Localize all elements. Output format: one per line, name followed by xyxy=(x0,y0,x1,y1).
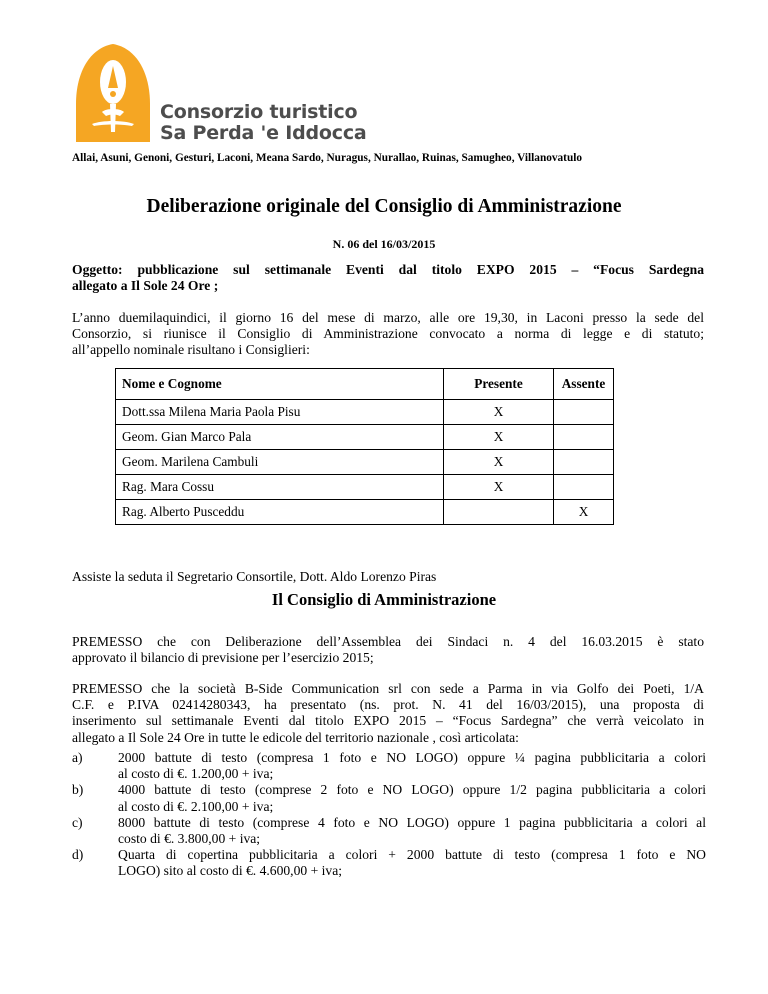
document-title: Deliberazione originale del Consiglio di Amministrazione xyxy=(146,196,622,217)
paragraph-line: PREMESSO che la società B-Side Communication srl con sede a Parma in via Golfo dei Poeti, 1/A xyxy=(72,681,704,696)
present-mark: X xyxy=(444,400,554,425)
present-mark: X xyxy=(444,425,554,450)
subject-line: allegato a Il Sole 24 Ore ; xyxy=(72,278,219,294)
paragraph-line: inserimento sul settimanale Eventi dal titolo EXPO 2015 – “Focus Sardegna” che verrà veicolato in xyxy=(72,713,704,729)
list-item xyxy=(72,750,706,782)
list-item-line: 4000 battute di testo (comprese 2 foto e NO LOGO) oppure 1/2 pagina pubblicitaria a colori xyxy=(118,782,706,798)
list-item-line: al costo di €. 1.200,00 + iva; xyxy=(118,766,274,782)
absent-mark xyxy=(554,425,614,450)
present-mark: X xyxy=(444,475,554,500)
premesso-paragraph-2 xyxy=(72,681,704,746)
table-row xyxy=(116,500,614,525)
intro-line: Consorzio, si riunisce il Consiglio di Amministrazione convocato a norma di legge e di statuto; xyxy=(72,326,704,342)
list-item-line: LOGO) sito al costo di €. 4.600,00 + iva; xyxy=(118,863,343,879)
paragraph-line: PREMESSO che con Deliberazione dell’Assemblea dei Sindaci n. 4 del 16.03.2015 è stato xyxy=(72,634,704,649)
absent-mark: X xyxy=(554,500,614,525)
absent-mark xyxy=(554,475,614,500)
list-item-line: Quarta di copertina pubblicitaria a colori + 2000 battute di testo (compresa 1 foto e NO xyxy=(118,847,706,863)
subject-line: Oggetto: pubblicazione sul settimanale Eventi dal titolo EXPO 2015 – “Focus Sardegna xyxy=(72,262,704,277)
list-item-line: 8000 battute di testo (comprese 4 foto e NO LOGO) oppure 1 pagina pubblicitaria a colori al xyxy=(118,814,706,830)
subject-paragraph xyxy=(72,262,704,294)
intro-line: L’anno duemilaquindici, il giorno 16 del mese di marzo, alle ore 19,30, in Laconi presso la sede del xyxy=(72,310,704,325)
member-name: Geom. Gian Marco Pala xyxy=(116,425,444,450)
list-item-line: 2000 battute di testo (compresa 1 foto e NO LOGO) oppure ¼ pagina pubblicitaria a colori xyxy=(118,750,706,765)
list-marker: b) xyxy=(72,782,84,798)
member-name: Geom. Marilena Cambuli xyxy=(116,450,444,475)
list-marker: a) xyxy=(72,750,83,765)
logo-wordmark xyxy=(160,102,367,144)
list-item-line: al costo di €. 2.100,00 + iva; xyxy=(118,798,274,814)
intro-paragraph xyxy=(72,310,704,359)
member-name: Rag. Alberto Pusceddu xyxy=(116,500,444,525)
member-name: Rag. Mara Cossu xyxy=(116,475,444,500)
paragraph-line: allegato a Il Sole 24 Ore in tutte le edicole del territorio nazionale , così articolata: xyxy=(72,729,519,745)
table-header-row xyxy=(116,369,614,400)
list-marker: d) xyxy=(72,847,84,863)
document-number: N. 06 del 16/03/2015 xyxy=(332,237,436,251)
attendance-table xyxy=(115,368,614,525)
column-header-absent: Assente xyxy=(554,369,614,400)
paragraph-line: C.F. e P.IVA 02414280343, ha presentato (ns. prot. N. 41 del 16/03/2015), una proposta di xyxy=(72,697,704,713)
absent-mark xyxy=(554,400,614,425)
intro-line: all’appello nominale risultano i Consiglieri: xyxy=(72,342,310,358)
consortium-logo-icon xyxy=(72,42,154,144)
list-item xyxy=(72,815,706,847)
section-title: Il Consiglio di Amministrazione xyxy=(271,590,497,609)
present-mark: X xyxy=(444,450,554,475)
paragraph-line: approvato il bilancio di previsione per l’esercizio 2015; xyxy=(72,650,374,666)
member-name: Dott.ssa Milena Maria Paola Pisu xyxy=(116,400,444,425)
list-item xyxy=(72,847,706,879)
list-item xyxy=(72,782,706,814)
secretary-note: Assiste la seduta il Segretario Consortile, Dott. Aldo Lorenzo Piras xyxy=(72,569,437,584)
column-header-present: Presente xyxy=(444,369,554,400)
table-row xyxy=(116,425,614,450)
logo-line-1: Consorzio turistico xyxy=(160,101,358,123)
list-marker: c) xyxy=(72,814,83,830)
table-row xyxy=(116,475,614,500)
member-municipalities: Allai, Asuni, Genoni, Gesturi, Laconi, Meana Sardo, Nuragus, Nurallao, Ruinas, Samugheo, Villanovatulo xyxy=(72,152,583,164)
premesso-paragraph-1 xyxy=(72,634,704,666)
logo-line-2: Sa Perda 'e Iddocca xyxy=(160,122,367,144)
present-mark xyxy=(444,500,554,525)
absent-mark xyxy=(554,450,614,475)
table-row xyxy=(116,450,614,475)
options-list xyxy=(72,750,706,880)
table-row xyxy=(116,400,614,425)
column-header-name: Nome e Cognome xyxy=(116,369,444,400)
list-item-line: costo di €. 3.800,00 + iva; xyxy=(118,831,261,847)
